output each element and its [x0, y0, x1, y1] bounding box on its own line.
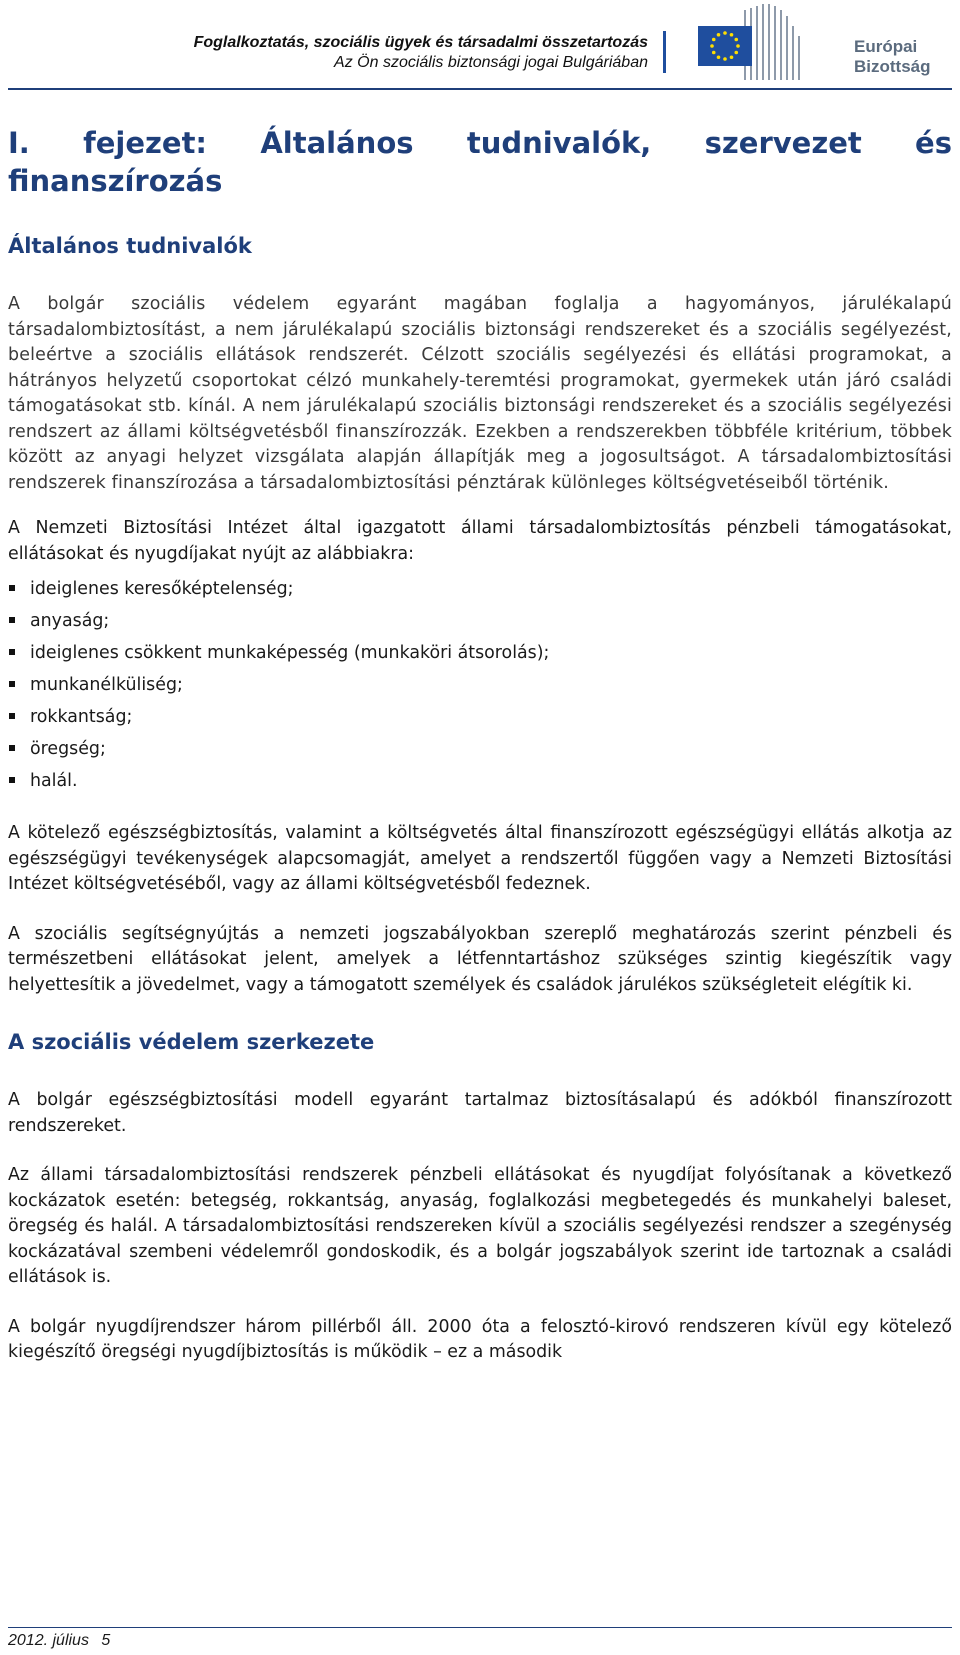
paragraph: A bolgár nyugdíjrendszer három pillérből áll. 2000 óta a felosztó-kirovó rendszeren kívül egy kötelező kiegészítő öregségi nyugdíjbiztosítás is működik – ez a második — [8, 1316, 952, 1362]
bullet-icon — [9, 585, 15, 591]
paragraph: A Nemzeti Biztosítási Intézet által igazgatott állami társadalombiztosítás pénzbeli támogatásokat, ellátásokat és nyugdíjakat nyújt az alábbiakra: — [8, 518, 952, 564]
eu-star-icon — [736, 44, 740, 48]
list-item — [8, 733, 952, 765]
paragraph: A bolgár egészségbiztosítási modell egyaránt tartalmaz biztosításalapú és adókból finanszírozott rendszereket. — [8, 1090, 952, 1136]
list-item-text: ideiglenes keresőképtelenség; — [30, 579, 294, 599]
section-heading-structure: A szociális védelem szerkezete — [8, 1030, 375, 1054]
eu-star-icon — [710, 44, 714, 48]
list-item-text: anyaság; — [30, 611, 110, 631]
list-item-text: munkanélküliség; — [30, 675, 183, 695]
eu-star-icon — [734, 38, 738, 42]
bullet-icon — [9, 681, 15, 687]
bullet-icon — [9, 617, 15, 623]
logo-wordmark — [854, 37, 931, 77]
eu-star-icon — [717, 55, 721, 59]
bullet-icon — [9, 649, 15, 655]
page-number: 5 — [101, 1632, 111, 1649]
eu-flag-icon — [688, 2, 848, 82]
list-item — [8, 605, 952, 637]
eu-star-icon — [723, 31, 727, 35]
page-footer — [8, 1627, 952, 1650]
footer-rule — [8, 1627, 952, 1628]
footer-text — [8, 1632, 952, 1650]
logo-text-line2: Bizottság — [854, 57, 931, 76]
list-item-text: rokkantság; — [30, 707, 133, 727]
eu-star-icon — [730, 33, 734, 37]
benefit-list — [8, 573, 952, 797]
eu-star-icon — [723, 57, 727, 61]
paragraph: Az állami társadalombiztosítási rendszerek pénzbeli ellátásokat és nyugdíjat folyósítanak a következő kockázatok esetén: betegség, rokkantság, anyaság, foglalkozási megbetegedés és munkahelyi baleset, öregség és halál. A társadalombiztosítási rendszereken kívül a szociális segélyezési rendszer a szegénység kockázatával szembeni védelemről gondoskodik, és a bolgár jogszabályok szerint ide tartoznak a családi ellátások is. — [8, 1165, 952, 1287]
header-doc-title: Az Ön szociális biztonsági jogai Bulgáriában — [334, 54, 648, 71]
list-item — [8, 573, 952, 605]
eu-star-icon — [712, 38, 716, 42]
list-item — [8, 701, 952, 733]
list-item — [8, 637, 952, 669]
document-body — [8, 124, 952, 1366]
header-separator — [663, 31, 666, 73]
header-rule — [8, 88, 952, 90]
paragraph: A szociális segítségnyújtás a nemzeti jogszabályokban szereplő meghatározás szerint pénzbeli és természetbeni ellátásokat jelent, amelyek a létfenntartáshoz szükséges szintig kiegészítik vagy helyettesítik a jövedelmet, vagy a támogatott személyek és családok járulékos szükségleteit elégítik ki. — [8, 923, 952, 995]
bullet-icon — [9, 777, 15, 783]
eu-star-icon — [717, 33, 721, 37]
paragraph: A kötelező egészségbiztosítás, valamint a költségvetés által finanszírozott egészségügyi ellátás alkotja az egészségügyi tevékenységek alapcsomagját, amelyet a rendszertől függően vagy a Nemzeti Biztosítási Intézet költségvetéséből, vagy az állami költségvetésből fedeznek. — [8, 823, 952, 894]
list-item-text: öregség; — [30, 739, 106, 759]
page-header — [0, 0, 960, 86]
logo-text-line1: Európai — [854, 37, 918, 56]
header-dg-title: Foglalkoztatás, szociális ügyek és társadalmi összetartozás — [193, 34, 648, 51]
paragraph: A bolgár szociális védelem egyaránt magában foglalja a hagyományos, járulékalapú társadalombiztosítást, a nem járulékalapú szociális biztonsági rendszereket és a szociális segélyezést, beleértve a szociális ellátások rendszerét. Célzott szociális segélyezési és ellátási programokat, a hátrányos helyzetű csoportokat célzó munkahely-teremtési programokat, gyermekek után járó családi támogatásokat stb. kínál. A nem járulékalapú szociális biztonsági rendszereket és a szociális segélyezési rendszert az állami költségvetésből finanszírozzák. Ezekben a rendszerekben többféle kritérium, többek között az anyagi helyzet vizsgálata alapján állapítják meg a jogosultságot. A társadalombiztosítási rendszerek finanszírozása a társadalombiztosítási pénztárak különleges költségvetéseiből történik. — [8, 294, 952, 493]
eu-star-icon — [730, 55, 734, 59]
eu-star-icon — [712, 51, 716, 55]
section-heading-general: Általános tudnivalók — [8, 234, 252, 258]
list-item-text: halál. — [30, 771, 78, 791]
header-text — [194, 33, 648, 73]
bullet-icon — [9, 745, 15, 751]
list-item-text: ideiglenes csökkent munkaképesség (munkaköri átsorolás); — [30, 643, 550, 663]
eu-star-icon — [734, 51, 738, 55]
european-commission-logo — [688, 2, 848, 86]
chapter-title: I. fejezet: Általános tudnivalók, szervezet és finanszírozás — [8, 126, 952, 198]
list-item — [8, 669, 952, 701]
footer-date: 2012. július — [8, 1632, 89, 1649]
list-item — [8, 765, 952, 797]
bullet-icon — [9, 713, 15, 719]
